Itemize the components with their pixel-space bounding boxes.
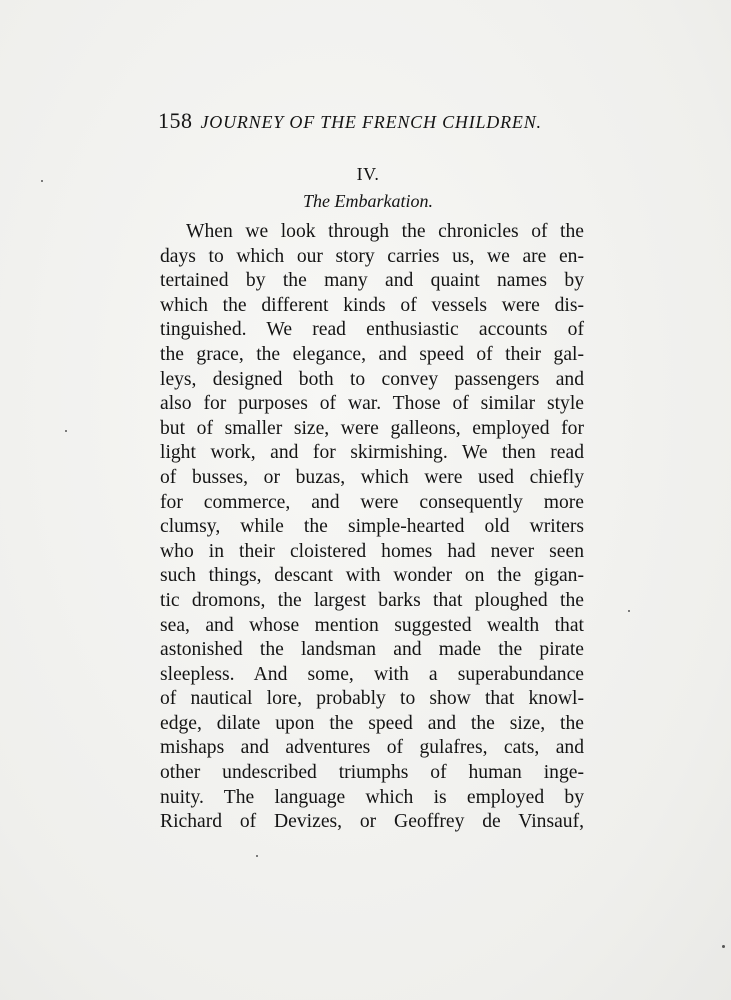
scan-speck	[628, 610, 630, 612]
text-line: for commerce, and were consequently more	[160, 491, 584, 513]
text-line: astonished the landsman and made the pirate	[160, 639, 584, 661]
text-line: other undescribed triumphs of human inge-	[160, 762, 584, 784]
scan-speck	[41, 180, 43, 182]
text-line: sleepless. And some, with a superabundance	[160, 663, 584, 685]
text-line: light work, and for skirmishing. We then read	[160, 442, 584, 464]
text-line: tertained by the many and quaint names by	[160, 270, 584, 292]
text-line: of nautical lore, probably to show that knowl-	[160, 688, 584, 710]
scan-speck	[722, 945, 725, 948]
text-line: also for purposes of war. Those of similar style	[160, 393, 584, 415]
text-line: such things, descant with wonder on the gigan-	[160, 565, 584, 587]
text-line: clumsy, while the simple-hearted old writers	[160, 516, 584, 538]
running-title: JOURNEY OF THE FRENCH CHILDREN.	[200, 112, 542, 132]
text-line: sea, and whose mention suggested wealth that	[160, 614, 584, 636]
section-number: IV.	[356, 164, 380, 184]
text-line: tinguished. We read enthusiastic accounts of	[160, 319, 584, 341]
text-line: who in their cloistered homes had never seen	[160, 540, 584, 562]
text-line: edge, dilate upon the speed and the size, the	[160, 712, 584, 734]
text-line: When we look through the chronicles of the	[186, 221, 584, 242]
page-number: 158	[158, 108, 193, 133]
section-title: The Embarkation.	[303, 191, 433, 211]
text-line: tic dromons, the largest barks that ploughed the	[160, 589, 584, 611]
text-line: mishaps and adventures of gulafres, cats, and	[160, 737, 584, 759]
text-line: but of smaller size, were galleons, employed for	[160, 417, 584, 439]
body-paragraph	[160, 220, 584, 835]
text-line: Richard of Devizes, or Geoffrey de Vinsauf,	[160, 811, 584, 833]
text-line: of busses, or buzas, which were used chiefly	[160, 466, 584, 488]
text-line: days to which our story carries us, we are en-	[160, 245, 584, 267]
scan-speck	[65, 430, 67, 432]
text-line: nuity. The language which is employed by	[160, 786, 584, 808]
running-head	[158, 108, 578, 138]
text-line: which the different kinds of vessels were dis-	[160, 294, 584, 316]
text-line: leys, designed both to convey passengers and	[160, 368, 584, 390]
scan-speck	[256, 855, 258, 857]
text-line: the grace, the elegance, and speed of their gal-	[160, 343, 584, 365]
